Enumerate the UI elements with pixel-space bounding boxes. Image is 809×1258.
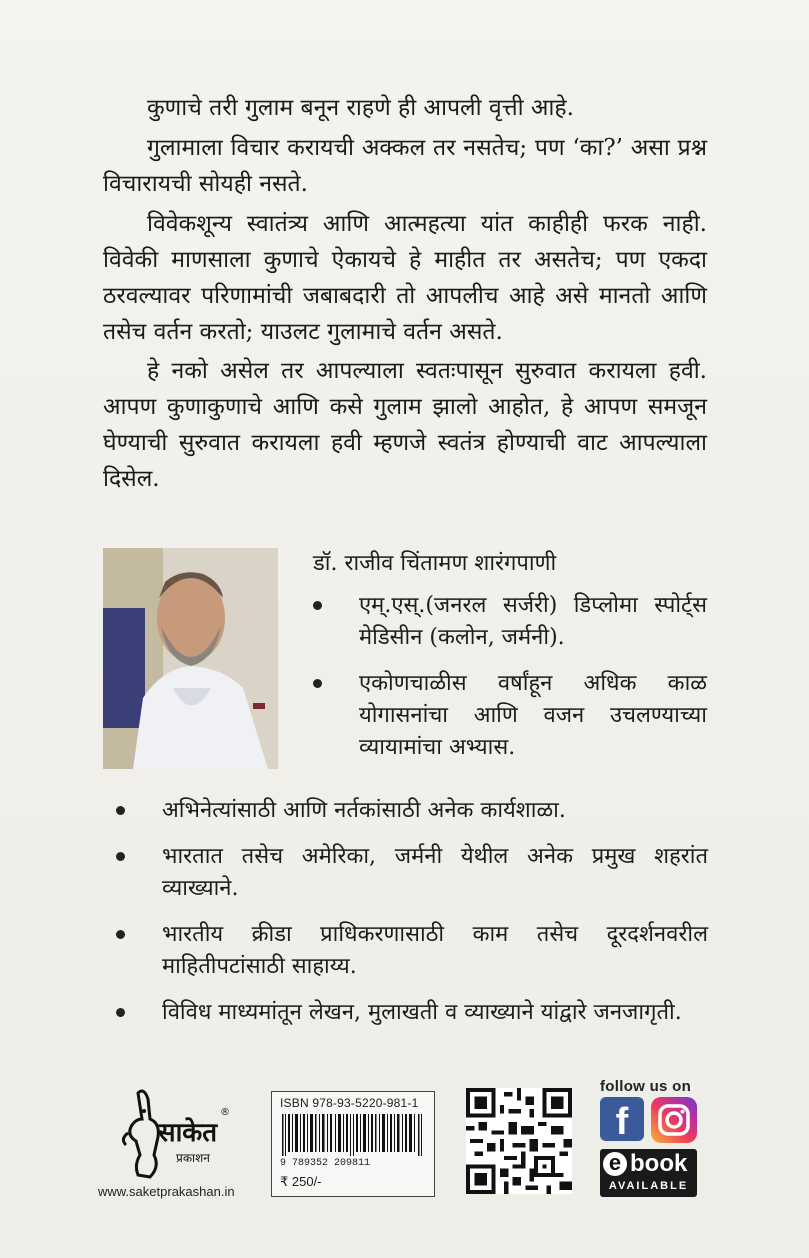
paragraph-4: हे नको असेल तर आपल्याला स्वतःपासून सुरुवात करायला हवी. आपण कुणाकुणाचे आणि कसे गुलाम झालो आहोत, हे आपण समजून घेण्याची सुरुवात करायला हवी म्हणजे स्वतंत्र होण्याची वाट आपल्याला दिसेल. <box>103 358 707 492</box>
facebook-icon[interactable]: f <box>600 1097 644 1141</box>
bullet-icon <box>313 679 322 688</box>
instagram-icon[interactable] <box>651 1097 697 1143</box>
barcode-digits: 9 789352 209811 <box>280 1158 371 1169</box>
barcode <box>280 1114 426 1156</box>
ebook-available-badge[interactable] <box>600 1149 697 1197</box>
price: ₹ 250/- <box>280 1174 322 1189</box>
ebook-available-text: AVAILABLE <box>608 1180 689 1192</box>
publisher-logo-sub: प्रकाशन <box>176 1151 210 1165</box>
list-item-text: एम्.एस्.(जनरल सर्जरी) डिप्लोमा स्पोर्ट्स मेडिसीन (कलोन, जर्मनी). <box>359 593 707 650</box>
paragraph-1: कुणाचे तरी गुलाम बनून राहणे ही आपली वृत्ती आहे. <box>147 95 574 121</box>
list-item-text: भारतात तसेच अमेरिका, जर्मनी येथील अनेक प्रमुख शहरांत व्याख्याने. <box>162 844 708 901</box>
list-item <box>313 668 707 764</box>
list-item-text: एकोणचाळीस वर्षांहून अधिक काळ योगासनांचा आणि वजन उचलण्याच्या व्यायामांचा अभ्यास. <box>359 671 707 760</box>
isbn-label: ISBN 978-93-5220-981-1 <box>280 1096 419 1110</box>
author-bullets-side <box>313 590 707 778</box>
list-item <box>116 841 708 905</box>
isbn-box <box>271 1091 435 1197</box>
author-photo <box>103 548 278 769</box>
bullet-icon <box>116 852 125 861</box>
list-item-text: विविध माध्यमांतून लेखन, मुलाखती व व्याख्याने यांद्वारे जनजागृती. <box>162 1000 682 1025</box>
publisher-website[interactable]: www.saketprakashan.in <box>98 1184 235 1199</box>
list-item <box>116 795 708 827</box>
registered-icon: ® <box>220 1107 230 1118</box>
publisher-logo-text: साकेत <box>158 1118 218 1148</box>
bullet-icon <box>116 806 125 815</box>
publisher-logo <box>120 1085 240 1185</box>
author-name: डॉ. राजीव चिंतामण शारंगपाणी <box>313 551 557 576</box>
list-item-text: भारतीय क्रीडा प्राधिकरणासाठी काम तसेच दूरदर्शनवरील माहितीपटांसाठी साहाय्य. <box>162 922 708 979</box>
bullet-icon <box>313 601 322 610</box>
list-item <box>116 997 708 1029</box>
qr-code[interactable] <box>466 1088 572 1194</box>
paragraph-2: गुलामाला विचार करायची अक्कल तर नसतेच; पण ‘का?’ असा प्रश्न विचारायची सोयही नसते. <box>103 135 707 197</box>
author-bullets-full <box>116 795 708 1043</box>
bullet-icon <box>116 1008 125 1017</box>
follow-us-label: follow us on <box>600 1078 692 1095</box>
paragraph-3: विवेकशून्य स्वातंत्र्य आणि आत्महत्या यांत काहीही फरक नाही. विवेकी माणसाला कुणाचे ऐकायचे हे माहीत तर असतेच; पण एकदा ठरवल्यावर परिणामांची जबाबदारी तो आपलीच आहे असे मानतो आणि तसेच वर्तन करतो; याउलट गुलामाचे वर्तन असते. <box>103 211 707 345</box>
list-item <box>116 919 708 983</box>
list-item <box>313 590 707 654</box>
ebook-e: e <box>603 1152 627 1176</box>
ebook-book-text: book <box>630 1150 688 1177</box>
list-item-text: अभिनेत्यांसाठी आणि नर्तकांसाठी अनेक कार्यशाळा. <box>162 798 566 823</box>
bullet-icon <box>116 930 125 939</box>
